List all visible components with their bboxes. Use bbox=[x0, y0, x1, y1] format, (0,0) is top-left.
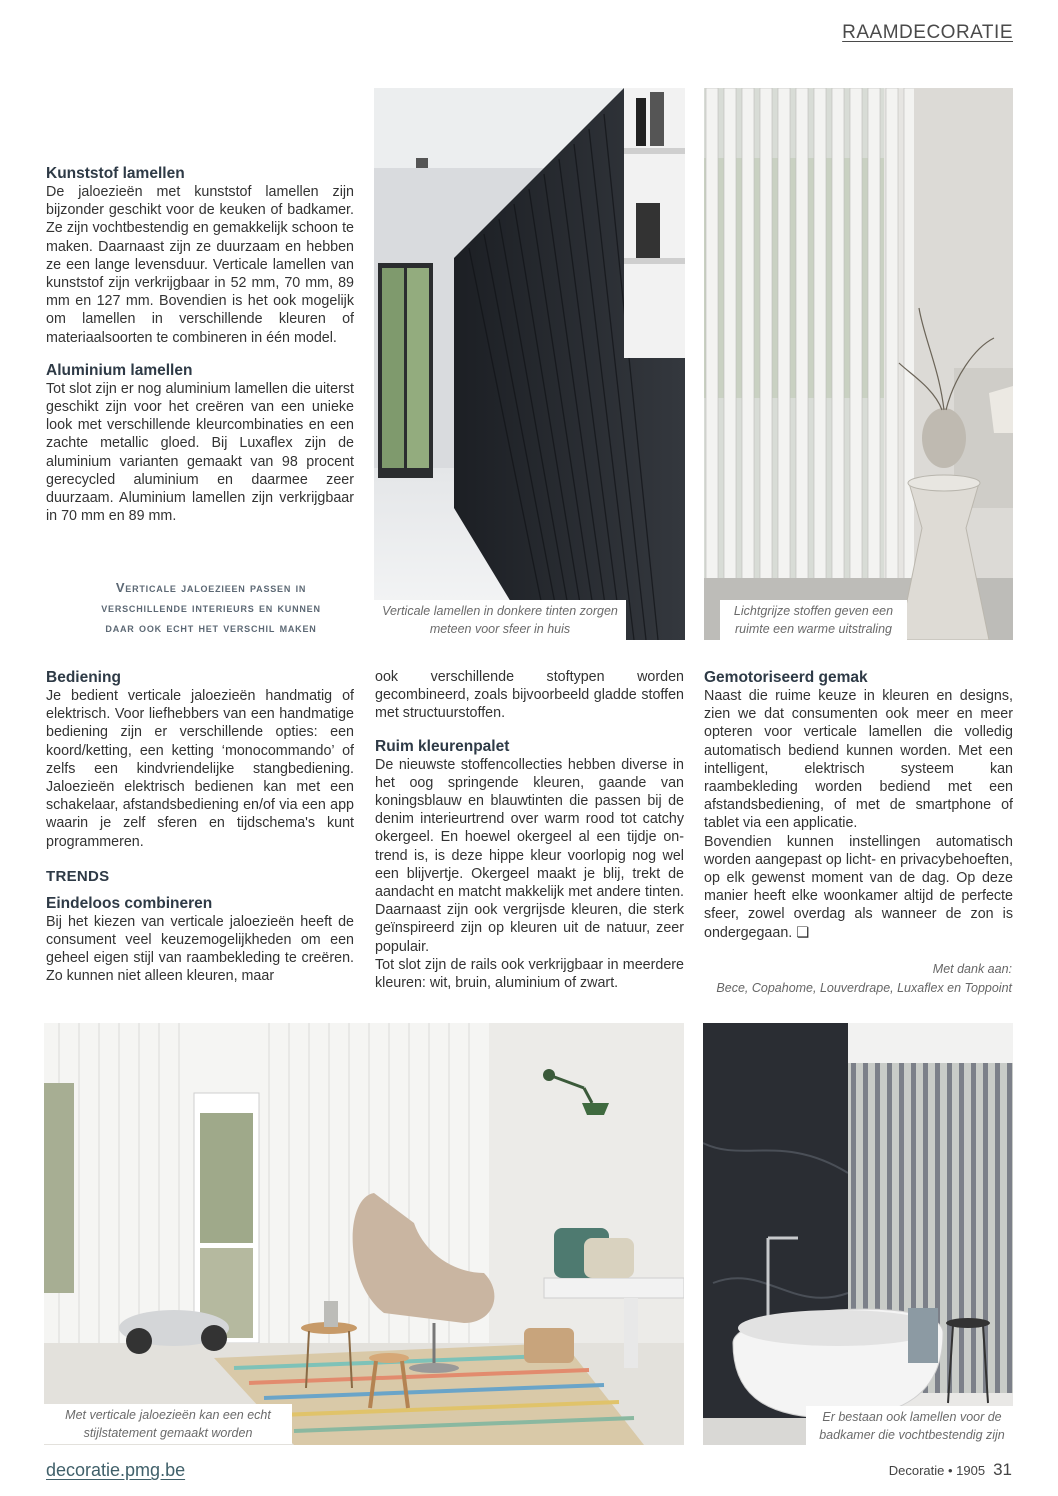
footer-website-link[interactable]: decoratie.pmg.be bbox=[46, 1460, 186, 1480]
column-1-top bbox=[46, 164, 354, 525]
paragraph-kleurenpalet: De nieuwste stoffencollecties hebben diverse in het oog springende kleuren, gaande van koningsblauw en blauwtinten die passen bij de denim interieurtrend over warm rood tot catchy okergeel. En hoewel okergeel al een tijdje on-trend is, is deze hippe kleur voorlopig nog wel een blijvertje. Okergeel maakt je blij, trekt de aandacht en matcht makkelijk met andere tinten. Daarnaast zijn ook vergrijsde kleuren, die sterk geïnspireerd zijn op kleuren uit de natuur, zeer populair. bbox=[375, 756, 684, 955]
paragraph-aluminium: Tot slot zijn er nog aluminium lamellen die uiterst geschikt zijn voor het creëren van een unieke look met verschillende kleurcombinaties en een zachte metallic gloed. Bij Luxaflex zijn de aluminium varianten gemaakt van 98 procent gerecycled aluminium en daarmee zeer duurzaam. Aluminium lamellen zijn verkrijgbaar in 70 mm en 89 mm. bbox=[46, 380, 354, 525]
paragraph-bediening: Je bedient verticale jaloezieën handmatig of elektrisch. Voor liefhebbers van een handmatige bediening zijn er verschillende opties: een koord/ketting, een ketting ‘monocommando’ of zelfs een kindvriendelijke stangbediening. Jaloezieën elektrisch bedienen kan met een schakelaar, afstandsbediening en/of via een app waarin je zelf sferen en tijdschema's kunt programmeren. bbox=[46, 688, 354, 850]
paragraph-kunststof: De jaloezieën met kunststof lamellen zijn bijzonder geschikt voor de keuken of badkamer. Ze zijn vochtbestendig en gemakkelijk schoon te maken. Daarnaast zijn ze duurzaam en hebben ze een lange levensduur. Verticale lamellen van kunststof zijn verkrijgbaar in 52 mm, 70 mm, 89 mm en 127 mm. Bovendien is het ook mogelijk om lamellen in verschillende kleuren of materiaalsoorten te combineren in één model. bbox=[46, 184, 354, 346]
end-mark-icon: ❏ bbox=[796, 924, 810, 941]
paragraph-stoftypen: ook verschillende stoftypen worden gecombineerd, zoals bijvoorbeeld gladde stoffen met structuurstoffen. bbox=[375, 669, 684, 722]
column-3-bottom bbox=[704, 668, 1013, 942]
column-2-bottom bbox=[375, 668, 684, 992]
paragraph-gemotoriseerd-1: Naast die ruime keuze in kleuren en designs, zien we dat consumenten ook meer en meer opteren voor verticale lamellen die volledig automatisch bediend kunnen worden. Met een intelligent, elektrisch systeem kan raambekleding worden bediend met een afstandsbediening, of met de smartphone of tablet via een applicatie. bbox=[704, 688, 1013, 832]
paragraph-gemotoriseerd-2: Bovendien kunnen instellingen automatisch worden aangepast op licht- en privacybehoeften, op elk gewenst moment van de dag. Op deze manier heeft elke woonkamer altijd de perfecte sfeer, zowel overdag als wanneer de zon is ondergegaan. ❏ bbox=[704, 833, 1013, 941]
caption-bathroom: Er bestaan ook lamellen voor de badkamer die vochtbestendig zijn bbox=[806, 1406, 1018, 1446]
pull-quote-line-2: verschillende interieurs en kunnen bbox=[101, 600, 321, 615]
caption-grey-blinds: Lichtgrijze stoffen geven een ruimte een warme uitstraling bbox=[720, 600, 907, 640]
heading-kunststof: Kunststof lamellen bbox=[46, 165, 185, 182]
grey-blinds-illustration bbox=[704, 88, 1013, 640]
column-1-bottom bbox=[46, 668, 354, 986]
caption-living-room: Met verticale jaloezieën kan een echt stijlstatement gemaakt worden bbox=[44, 1404, 292, 1444]
heading-trends: TRENDS bbox=[46, 867, 110, 885]
heading-aluminium: Aluminium lamellen bbox=[46, 361, 193, 379]
photo-grey-blinds bbox=[704, 88, 1013, 640]
heading-eindeloos: Eindeloos combineren bbox=[46, 894, 213, 912]
footer-issue bbox=[889, 1460, 1012, 1480]
credits bbox=[716, 960, 1012, 998]
credits-label: Met dank aan: bbox=[932, 962, 1012, 976]
photo-bathroom bbox=[703, 1023, 1013, 1445]
heading-kleurenpalet: Ruim kleurenpalet bbox=[375, 737, 510, 755]
pull-quote-line-3: daar ook echt het verschil maken bbox=[105, 620, 317, 635]
caption-dark-blinds: Verticale lamellen in donkere tinten zorgen meteen voor sfeer in huis bbox=[374, 600, 626, 640]
photo-living-room bbox=[44, 1023, 684, 1445]
paragraph-eindeloos: Bij het kiezen van verticale jaloezieën heeft de consument veel keuzemogelijkheden om een geheel eigen stijl van raambekleding te creëren. Zo kunnen niet alleen kleuren, maar bbox=[46, 913, 354, 985]
page-number: 31 bbox=[993, 1460, 1012, 1479]
pull-quote bbox=[46, 578, 376, 638]
section-title: RAAMDECORATIE bbox=[842, 22, 1013, 43]
dark-blinds-illustration bbox=[374, 88, 685, 640]
pull-quote-line-1: Verticale jaloezieen passen in bbox=[115, 580, 307, 595]
heading-bediening: Bediening bbox=[46, 669, 121, 686]
photo-dark-blinds bbox=[374, 88, 685, 640]
living-room-illustration bbox=[44, 1023, 684, 1445]
bathroom-illustration bbox=[703, 1023, 1013, 1445]
issue-label: Decoratie • 1905 bbox=[888, 1463, 986, 1478]
credits-names: Bece, Copahome, Louverdrape, Luxaflex en Toppoint bbox=[716, 981, 1012, 995]
paragraph-rails: Tot slot zijn de rails ook verkrijgbaar in meerdere kleuren: wit, bruin, aluminium of zwart. bbox=[375, 956, 684, 992]
heading-gemotoriseerd: Gemotoriseerd gemak bbox=[704, 669, 868, 686]
